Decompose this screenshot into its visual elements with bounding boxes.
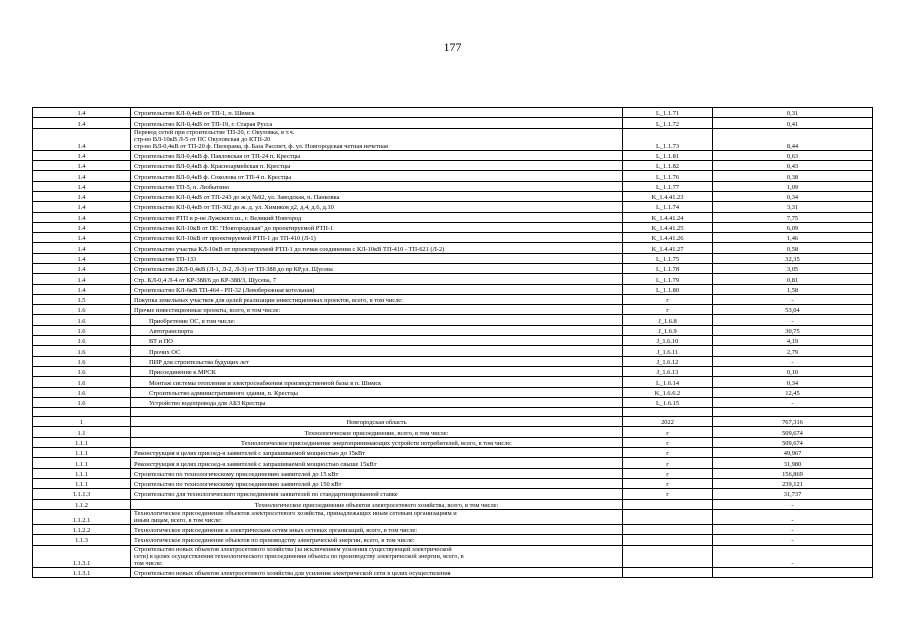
row-name: Покупка земельных участков для целей реализации инвестиционных проектов, всего, в том числе: [131,294,623,304]
row-identifier: L_1.1.78 [623,264,713,274]
investment-table [32,107,873,578]
row-identifier: L_1.1.75 [623,253,713,263]
row-value: 0,58 [713,243,873,253]
table-row [33,417,873,427]
row-name: Технологическое присоединение, всего, в том числе: [131,427,623,437]
row-code: 1.4 [33,108,131,118]
row-code: 1.4 [33,202,131,212]
row-value: 2,79 [713,346,873,356]
table-row [33,387,873,397]
row-identifier: J_1.6.11 [623,346,713,356]
table-row [33,161,873,171]
row-code: 1.6 [33,305,131,315]
row-name: Стр. КЛ-0,4 Л-4 от КР-388/6 до КР-388/3, Щусева, 7 [131,274,623,284]
row-value: 3,31 [713,202,873,212]
row-value: 0,34 [713,191,873,201]
table-row [33,191,873,201]
row-code: 1.1.1 [33,468,131,478]
row-identifier: L_1.6.14 [623,377,713,387]
row-value: - [713,315,873,325]
row-value: 6,09 [713,222,873,232]
row-code: 1.1.2 [33,499,131,509]
row-name: Строительство ВЛ-0,4кВ ф. Красноармейская п. Крестцы [131,161,623,171]
row-identifier: L_1.1.71 [623,108,713,118]
row-code: 1.6 [33,397,131,407]
table-row [33,253,873,263]
row-value: 31,980 [713,458,873,468]
row-value: 32,35 [713,253,873,263]
row-name: Приобретение ОС, в том числе: [131,315,623,325]
row-value: 30,75 [713,325,873,335]
row-identifier: K_1.4.41.23 [623,191,713,201]
row-identifier: J_1.6.9 [623,325,713,335]
row-code: 1.4 [33,243,131,253]
table-row [33,128,873,150]
row-value: 12,45 [713,387,873,397]
row-identifier: г [623,437,713,447]
row-identifier: г [623,458,713,468]
row-value: 7,75 [713,212,873,222]
row-name: Прочих ОС [131,346,623,356]
table-row [33,233,873,243]
row-code: 1.4 [33,118,131,128]
row-identifier: J_1.6.8 [623,315,713,325]
table-row [33,499,873,509]
table-row [33,325,873,335]
table-row [33,243,873,253]
row-name: Технологическое присоединение объектов по производству электрической энергии, всего, в том числе: [131,535,623,545]
row-code: 1.6 [33,356,131,366]
row-name: Технологическое присоединение энергопринимающих устройств потребителей, всего, в том числе: [131,437,623,447]
row-code: 1.4 [33,212,131,222]
table-row [33,150,873,160]
row-value: 0,43 [713,161,873,171]
row-identifier: г [623,294,713,304]
row-code: 1.1.1 [33,458,131,468]
row-name: Строительство административного здания, п. Крестцы [131,387,623,397]
table-row [33,305,873,315]
row-identifier: L_1.1.73 [623,128,713,150]
row-identifier [623,567,713,577]
row-name: Строительство новых объектов электросетевого хозяйства для усиления электрической сети в целях осуществления [131,567,623,577]
row-name: Реконструкция в целях присоед-я заявителей с запрашиваемой мощностью свыше 15кВт [131,458,623,468]
row-code: 1.4 [33,171,131,181]
row-code: 1.4 [33,274,131,284]
row-name: Присоединение к МРСК [131,366,623,376]
row-code: 1.6 [33,366,131,376]
table-row [33,427,873,437]
row-code: 1.5 [33,294,131,304]
row-value: 767,316 [713,417,873,427]
table-row [33,274,873,284]
row-name: Строительство ВЛ-0,4кВ ф. Павловская от ТП-24 п. Крестцы [131,150,623,160]
row-identifier: L_1.1.79 [623,274,713,284]
row-name: ВТ и ПО [131,336,623,346]
row-code: 1.6 [33,377,131,387]
row-code: 1.1.1.3 [33,489,131,499]
row-identifier: K_1.4.41.26 [623,233,713,243]
row-code: 1.4 [33,233,131,243]
row-identifier [623,509,713,524]
row-code: 1.1.3 [33,535,131,545]
row-identifier: K_1.4.41.27 [623,243,713,253]
row-identifier: L_1.1.81 [623,150,713,160]
table-row [33,264,873,274]
row-name: Строительство КЛ-6кВ ТП-464 - РП-32 (Левобережная котельная) [131,284,623,294]
row-value: 8,44 [713,128,873,150]
row-code: 1.1.2.1 [33,509,131,524]
row-identifier: J_1.6.12 [623,356,713,366]
table-row [33,202,873,212]
row-name: Строительство КЛ-0,4кВ от ТП-19, г. Старая Русса [131,118,623,128]
row-identifier [623,408,713,417]
row-identifier: J_1.6.13 [623,366,713,376]
row-value: 509,674 [713,427,873,437]
row-value: - [713,509,873,524]
row-name: Строительство КЛ-0,4кВ от ТП-1, п. Шимск [131,108,623,118]
row-code: 1.1.1 [33,448,131,458]
row-identifier: г [623,489,713,499]
row-name: ПИР для строительства будущих лет [131,356,623,366]
row-code [33,408,131,417]
row-value: 3,05 [713,264,873,274]
table-row [33,356,873,366]
row-value: - [713,524,873,534]
row-name: Технологическое присоединение объектов электросетевого хозяйства, всего, в том числе: [131,499,623,509]
row-name: Строительство для технологического присоединения заявителей по стандартизированной ставке [131,489,623,499]
row-name: Строительство участка КЛ-10кВ от проектируемой РТП-1 до точки соединения с КЛ-10кВ ТП-410 - ТП-621 (Л-2) [131,243,623,253]
row-identifier: K_1.4.41.25 [623,222,713,232]
row-name: Строительство новых объектов электросетевого хозяйства (за исключением усиления существующей электрической сети) в целях осуществления технологического присоединения объекта по производству электрической энергии, всего, в том числе: [131,545,623,567]
row-name: Прочие инвестиционные проекты, всего, в том числе: [131,305,623,315]
row-identifier: L_1.1.74 [623,202,713,212]
row-code: 1.6 [33,387,131,397]
row-value: 4,19 [713,336,873,346]
row-name: Перевод сетей при строительстве ТП-20, г. Окуловка, в т.ч. стр-во ВЛ-10кВ Л-5 от ПС Окуловская до КТП-20 стр-во ВЛ-0,4кВ от ТП-20 ф. Пилорама, ф. База Рассвет, ф. ул. Новгородская четная нечетная [131,128,623,150]
row-code: 1.4 [33,150,131,160]
row-identifier: г [623,305,713,315]
table-row [33,346,873,356]
row-identifier: 2022 [623,417,713,427]
row-value: 0,81 [713,274,873,284]
row-value: 1,46 [713,233,873,243]
row-value [713,567,873,577]
row-name: Строительство КЛ-10кВ от ПС "Новгородская" до проектируемой РТП-1 [131,222,623,232]
row-value: 31,737 [713,489,873,499]
row-identifier: L_1.1.82 [623,161,713,171]
row-value: 53,04 [713,305,873,315]
row-code: 1.4 [33,284,131,294]
row-code: 1.6 [33,336,131,346]
row-identifier [623,545,713,567]
row-identifier: K_1.4.41.24 [623,212,713,222]
table-body [33,108,873,578]
table-row [33,437,873,447]
table-row [33,294,873,304]
row-value: - [713,499,873,509]
row-code: 1.4 [33,191,131,201]
row-name [131,408,623,417]
row-value: 239,121 [713,478,873,488]
row-name: Новгородская область [131,417,623,427]
row-name: Строительство ТП-5, п. Любытино [131,181,623,191]
row-code: 1 [33,417,131,427]
row-name: Строительство 2КЛ-0,4кВ (Л-1, Л-2, Л-3) от ТП-388 до пр КР,ул. Щусева [131,264,623,274]
row-value: 0,10 [713,366,873,376]
row-identifier: L_1.1.76 [623,171,713,181]
row-value: 509,674 [713,437,873,447]
row-identifier: г [623,478,713,488]
row-value: - [713,294,873,304]
row-name: Монтаж системы отопления и электроснабжения производственной базы в п. Шимск [131,377,623,387]
table-row [33,222,873,232]
table-row [33,366,873,376]
row-code: 1.1.1 [33,478,131,488]
row-code: 1.6 [33,346,131,356]
row-name: Строительство КЛ-0,4кВ от ТП-302 до ж. д. ул. Химиков д2, д.4, д.6, д.10 [131,202,623,212]
row-code: 1.4 [33,181,131,191]
row-name: Технологическое присоединение объектов электросетевого хозяйства, принадлежащих иным сетевым организациям и иным лицам, всего, в том числе: [131,509,623,524]
row-value: 0,63 [713,150,873,160]
row-name: Технологическое присоединение к электрическим сетям иных сетевых организаций, всего, в том числе: [131,524,623,534]
row-value: 0,34 [713,377,873,387]
row-code: 1.4 [33,264,131,274]
row-value: 0,38 [713,171,873,181]
table-row [33,535,873,545]
table-row [33,448,873,458]
row-identifier: г [623,427,713,437]
row-name: Строительство по технологическому присоединению заявителей до 15 кВт [131,468,623,478]
row-code: 1.1.3.1 [33,567,131,577]
table-row [33,336,873,346]
table-row [33,478,873,488]
row-identifier: K_1.6.6.2 [623,387,713,397]
table-row [33,524,873,534]
table-row [33,108,873,118]
row-name: Строительство ВЛ-0,4кВ ф. Соколова от ТП-4 п. Крестцы [131,171,623,181]
row-identifier: г [623,448,713,458]
row-identifier [623,524,713,534]
table-row [33,458,873,468]
table-row [33,489,873,499]
row-value: 49,967 [713,448,873,458]
table-row [33,181,873,191]
page-number: 177 [443,40,462,54]
row-identifier: L_1.6.15 [623,397,713,407]
row-identifier: L_1.1.72 [623,118,713,128]
row-value: 0,41 [713,118,873,128]
table-row [33,171,873,181]
row-identifier: г [623,468,713,478]
table-row [33,408,873,417]
table-row [33,212,873,222]
table-row [33,545,873,567]
row-identifier [623,499,713,509]
table-row [33,118,873,128]
row-code: 1.6 [33,325,131,335]
row-identifier: L_1.1.77 [623,181,713,191]
row-identifier: J_1.6.10 [623,336,713,346]
row-code: 1.1.3.1 [33,545,131,567]
row-identifier: L_1.1.80 [623,284,713,294]
row-value: - [713,356,873,366]
row-code: 1.4 [33,128,131,150]
row-name: Реконструкция в целях присоед-я заявителей с запрашиваемой мощностью до 15кВт [131,448,623,458]
row-code: 1.4 [33,161,131,171]
row-code: 1.6 [33,315,131,325]
table-row [33,284,873,294]
row-value: 1,09 [713,181,873,191]
row-value: 1,58 [713,284,873,294]
row-name: Строительство ТП-133 [131,253,623,263]
row-name: Строительство КЛ-0,4кВ от ТП-243 до ж/д №92, ул. Заводская, п. Панковка [131,191,623,201]
table-row [33,397,873,407]
row-code: 1.4 [33,222,131,232]
row-value: - [713,545,873,567]
table-row [33,468,873,478]
row-name: Автотранспорта [131,325,623,335]
row-value [713,408,873,417]
table-row [33,509,873,524]
table-row [33,567,873,577]
table-row [33,315,873,325]
table-row [33,377,873,387]
row-code: 1.1.1 [33,437,131,447]
row-name: Строительство по технологическому присоединению заявителей до 150 кВт [131,478,623,488]
row-value: 156,869 [713,468,873,478]
row-value: - [713,535,873,545]
row-code: 1.1.2.2 [33,524,131,534]
row-name: Строительство КЛ-10кВ от проектируемой РТП-1 до ТП-410 (Л-1) [131,233,623,243]
row-code: 1.1 [33,427,131,437]
row-value: - [713,397,873,407]
row-value: 0,31 [713,108,873,118]
row-code: 1.4 [33,253,131,263]
row-name: Устройство водопровода для АБЗ Крестцы [131,397,623,407]
row-name: Строительство РТП в р-не Лужского ш., г. Великий Новгород [131,212,623,222]
row-identifier [623,535,713,545]
